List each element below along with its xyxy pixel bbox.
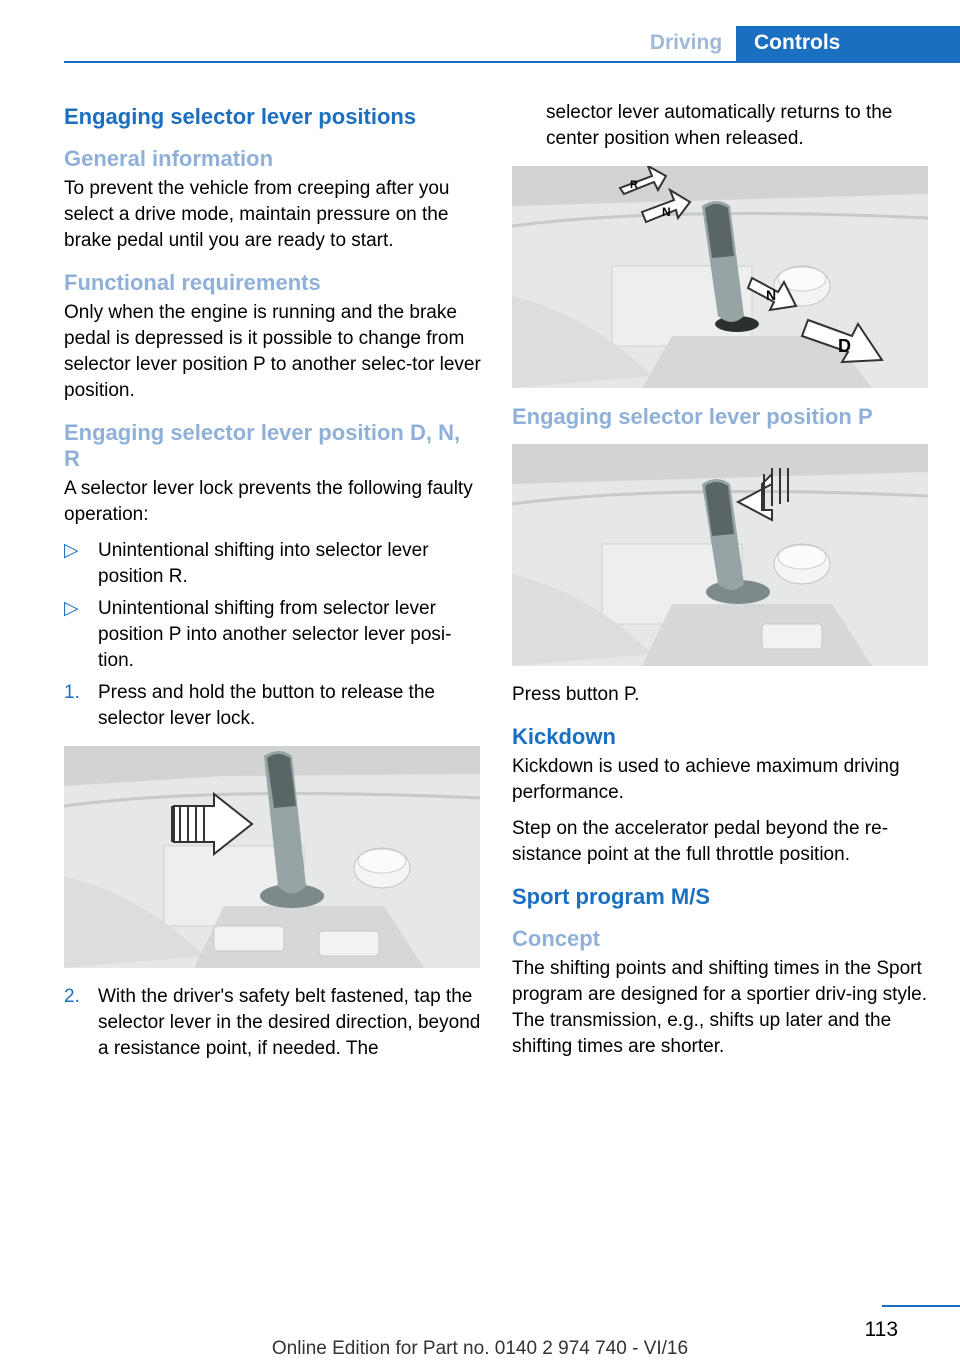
bullet-text: Unintentional shifting into selector lever position R.	[98, 540, 429, 587]
step-item	[64, 680, 482, 732]
header-rule	[64, 61, 960, 63]
bullet-marker: ▷	[64, 598, 79, 619]
step-text: With the driver's safety belt fastened, tap the selector lever in the desired direction, beyond a resistance point, if needed. The	[98, 986, 481, 1059]
footer-rule	[882, 1305, 960, 1307]
right-column	[512, 100, 930, 1070]
figure-lever-button-p	[512, 444, 928, 666]
concept-heading: Concept	[512, 926, 600, 951]
left-column	[64, 100, 482, 1068]
p-text: Press button P.	[512, 684, 640, 705]
step-marker: 1.	[64, 682, 80, 703]
step-marker: 2.	[64, 986, 80, 1007]
bullet-marker: ▷	[64, 540, 79, 561]
concept-text: The shifting points and shifting times in the Sport program are designed for a sportier driv‐ing style. The transmission, e.g., shifts up later and the shifting times are shorter.	[512, 958, 928, 1057]
kickdown-heading: Kickdown	[512, 724, 616, 749]
dnr-text: A selector lever lock prevents the following faulty operation:	[64, 478, 473, 525]
general-text: To prevent the vehicle from creeping after you select a drive mode, maintain pressure on the brake pedal until you are ready to start.	[64, 178, 450, 251]
label-n-upper: N	[662, 205, 671, 219]
page-header	[0, 0, 960, 62]
edition-line: Online Edition for Part no. 0140 2 974 740 - VI/16	[271, 1338, 689, 1359]
label-r: R	[630, 179, 638, 191]
bullet-text: Unintentional shifting from selector lever position P into another selector lever posi‐tion.	[98, 598, 452, 671]
continued-text: selector lever automatically returns to the center position when released.	[546, 102, 893, 149]
dnr-heading: Engaging selector lever position D, N, R	[64, 420, 461, 471]
page-number: 113	[864, 1318, 898, 1341]
kickdown-text-1: Kickdown is used to achieve maximum driving performance.	[512, 756, 900, 803]
sport-heading: Sport program M/S	[512, 884, 711, 909]
header-tab-driving: Driving	[649, 31, 723, 54]
label-d: D	[838, 336, 851, 356]
section-title: Engaging selector lever positions	[64, 104, 417, 129]
list-item	[64, 596, 482, 674]
kickdown-text-2: Step on the accelerator pedal beyond the re‐sistance point at the full throttle position.	[512, 818, 889, 865]
step-item	[64, 984, 482, 1062]
label-n-lower: N	[766, 287, 777, 303]
func-text: Only when the engine is running and the brake pedal is depressed is it possible to change from selector lever position P to another selec‐tor lever position.	[64, 302, 481, 401]
header-tab-controls: Controls	[736, 26, 960, 62]
step-text: Press and hold the button to release the selector lever lock.	[98, 682, 435, 729]
p-heading: Engaging selector lever position P	[512, 404, 873, 429]
figure-lever-release-button	[64, 746, 480, 968]
list-item	[64, 538, 482, 590]
func-heading: Functional requirements	[64, 270, 321, 295]
figure-lever-dnr-positions	[512, 166, 928, 388]
general-heading: General information	[64, 146, 274, 171]
